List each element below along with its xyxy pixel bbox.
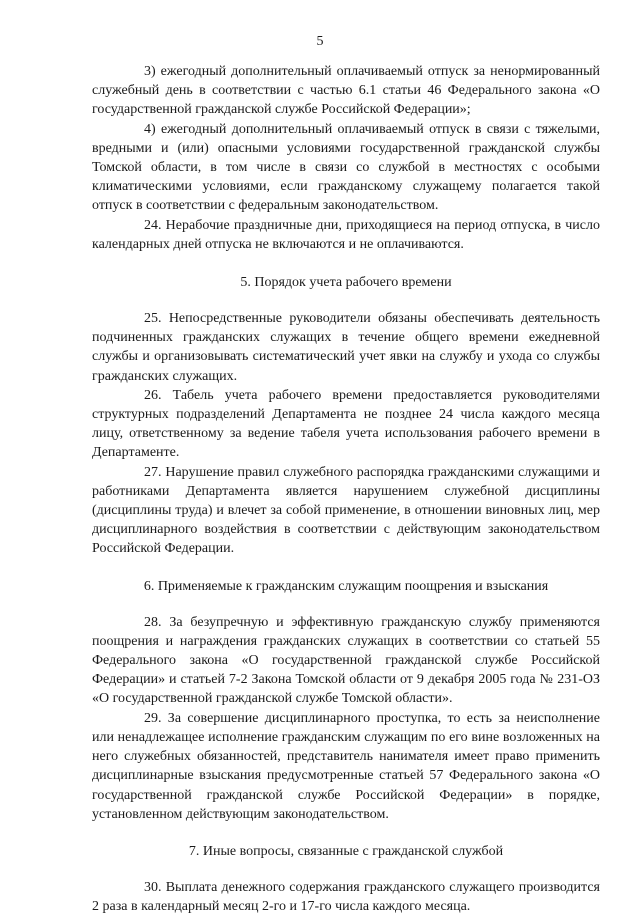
- paragraph-29: 29. За совершение дисциплинарного проступка, то есть за неисполнение или ненадлежащее исполнение гражданским служащим по его вине возложенных на него служебных обязанностей, представитель нанимателя имеет право применить дисциплинарные взыскания предусмотренные статьей 57 Федерального закона «О государственной гражданской службе Российской Федерации» в порядке, установленном действующим законодательством.: [92, 710, 600, 822]
- paragraph-30: 30. Выплата денежного содержания гражданского служащего производится 2 раза в календарный месяц 2-го и 17-го числа каждого месяца.: [92, 879, 600, 915]
- paragraph-23-item-3: 3) ежегодный дополнительный оплачиваемый отпуск за ненормированный служебный день в соответствии с частью 6.1 статьи 46 Федерального закона «О государственной гражданской службе Российской Федерации»;: [92, 64, 600, 118]
- paragraph-23-item-4: 4) ежегодный дополнительный оплачиваемый отпуск в связи с тяжелыми, вредными и (или) опасными условиями государственной гражданской службы Томской области, в том числе в связи со службой в местностях с особыми климатическими условиями, если гражданскому служащему полагается такой отпуск в соответствии с федеральным законодательством.: [92, 121, 600, 214]
- section-5-heading: 5. Порядок учета рабочего времени: [240, 275, 452, 291]
- paragraph-26: 26. Табель учета рабочего времени предоставляется руководителями структурных подразделений Департамента не позднее 24 числа каждого месяца лицу, ответственному за ведение табеля учета использования рабочего времени в Департаменте.: [92, 387, 600, 461]
- paragraph-28: 28. За безупречную и эффективную гражданскую службу применяются поощрения и награждения гражданских служащих в соответствии со статьей 55 Федерального закона «О государственной гражданской службе Российской Федерации» и статьей 7-2 Закона Томской области от 9 декабря 2005 года № 231-ОЗ «О государственной гражданской службе Томской области».: [92, 614, 600, 707]
- page-number: 5: [316, 34, 324, 49]
- paragraph-25: 25. Непосредственные руководители обязаны обеспечивать деятельность подчиненных гражданских служащих в течение общего времени ежедневной службы и организовывать систематический учет явки на службу и ухода со службы гражданских служащих.: [92, 311, 600, 384]
- paragraph-24: 24. Нерабочие праздничные дни, приходящиеся на период отпуска, в число календарных дней отпуска не включаются и не оплачиваются.: [92, 217, 600, 252]
- section-7-heading: 7. Иные вопросы, связанные с гражданской службой: [188, 843, 504, 859]
- paragraph-27: 27. Нарушение правил служебного распорядка гражданскими служащими и работниками Департамента является нарушением служебной дисциплины (дисциплины труда) и влечет за собой применение, в отношении виновных лиц, мер дисциплинарного воздействия в соответствии с действующим законодательством Российской Федерации.: [92, 464, 600, 557]
- document-body: [92, 62, 600, 916]
- section-6-heading: 6. Применяемые к гражданским служащим поощрения и взыскания: [143, 578, 549, 594]
